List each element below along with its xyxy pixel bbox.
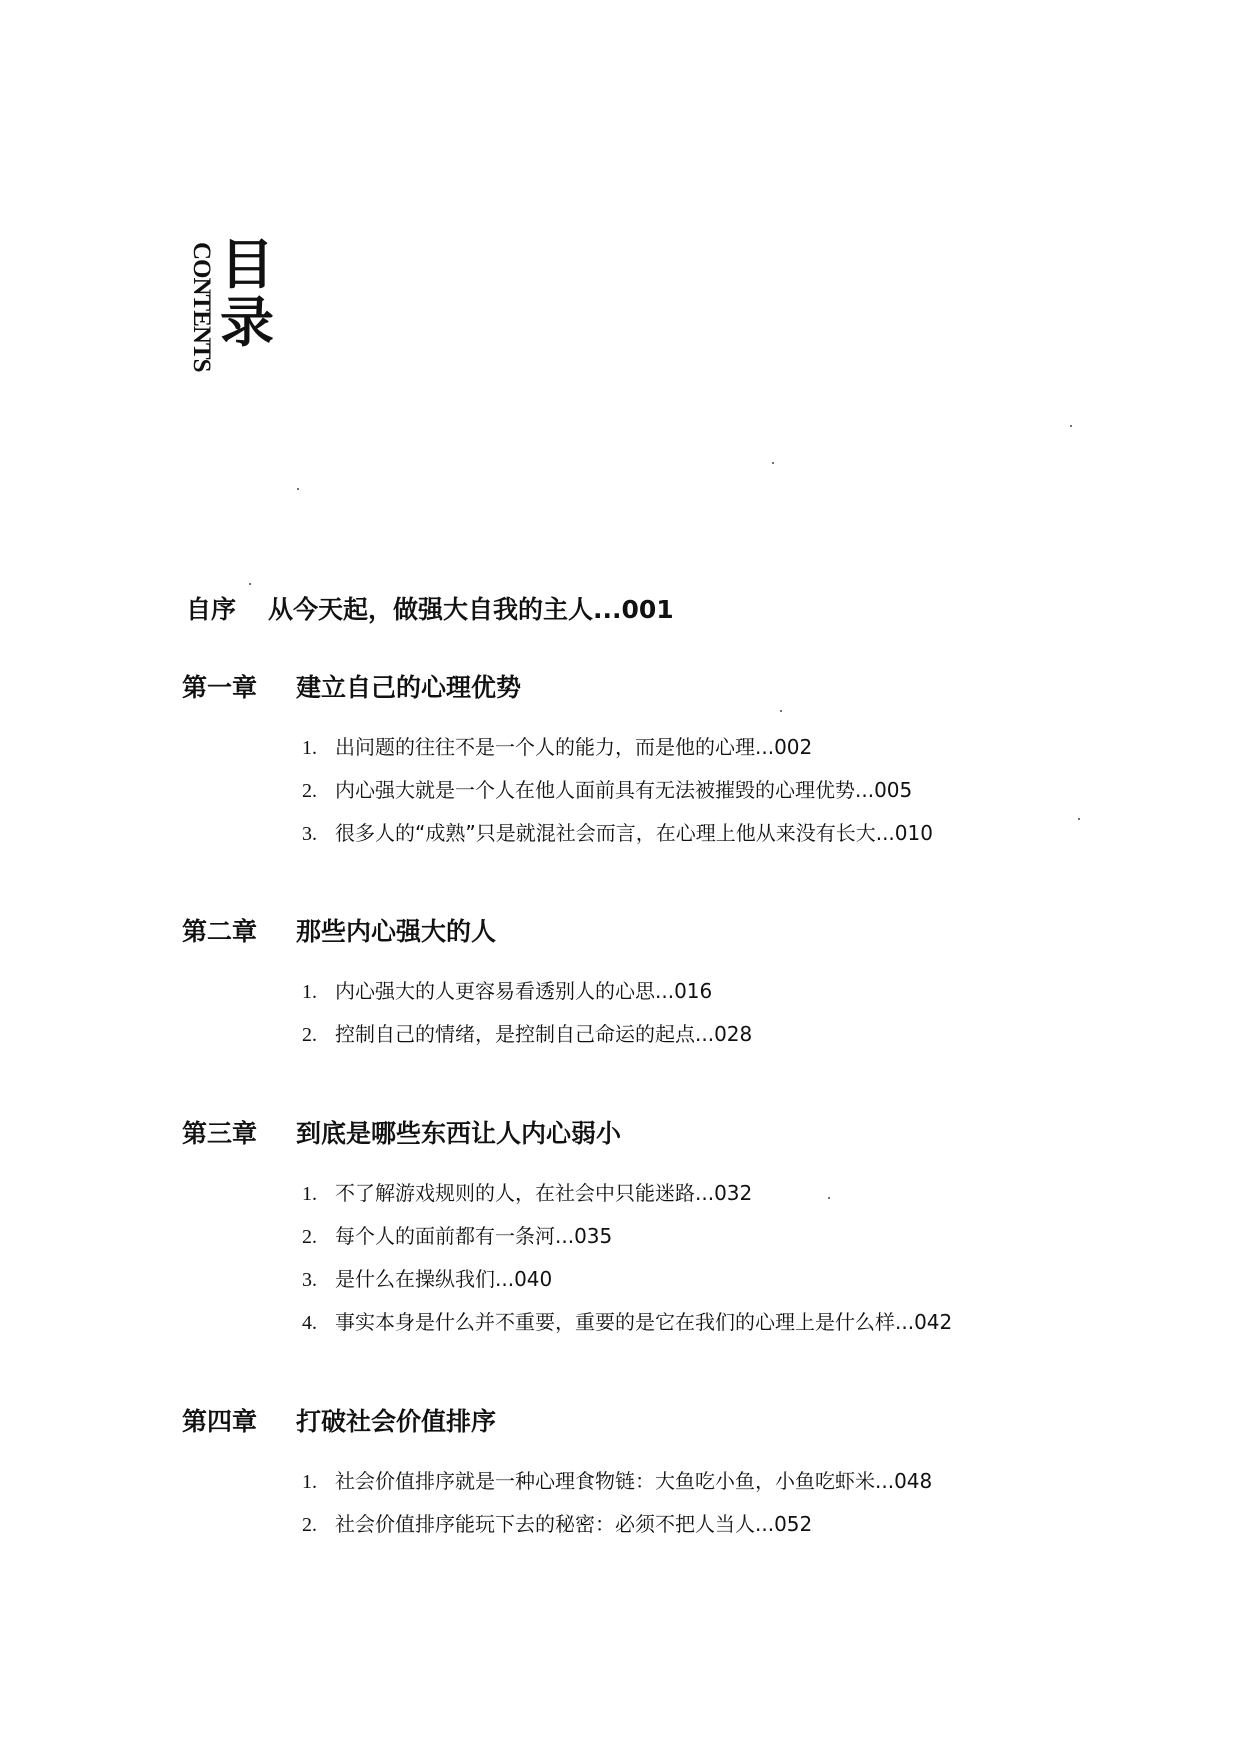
preface-entry[interactable] [186, 590, 674, 626]
chapter-heading[interactable] [182, 1402, 1182, 1438]
chapter-title: 建立自己的心理优势 [296, 673, 522, 702]
title-char-1: 目 [220, 233, 274, 296]
item-number: 1. [302, 1471, 317, 1493]
toc-item[interactable] [302, 1215, 1182, 1258]
item-text: 不了解游戏规则的人，在社会中只能迷路...032 [335, 1181, 753, 1205]
toc-item[interactable] [302, 726, 1182, 769]
scan-speck [828, 1197, 830, 1199]
chapter-4 [182, 1402, 1182, 1546]
chapter-2 [182, 912, 1182, 1056]
item-text: 内心强大就是一个人在他人面前具有无法被摧毁的心理优势...005 [335, 778, 913, 802]
item-text: 很多人的“成熟”只是就混社会而言，在心理上他从来没有长大...010 [335, 821, 933, 845]
scan-speck [249, 583, 251, 585]
preface-title: 从今天起，做强大自我的主人...001 [268, 595, 674, 624]
item-text: 是什么在操纵我们...040 [335, 1267, 553, 1291]
chapter-label: 第一章 [182, 673, 258, 702]
chapter-title: 打破社会价值排序 [296, 1407, 497, 1436]
item-number: 3. [302, 823, 317, 845]
toc-item[interactable] [302, 1172, 1182, 1215]
chapter-1 [182, 668, 1182, 855]
toc-item[interactable] [302, 1460, 1182, 1503]
item-number: 4. [302, 1312, 317, 1334]
chapter-label: 第三章 [182, 1119, 258, 1148]
item-number: 1. [302, 1183, 317, 1205]
contents-heading-english: CONTENTS [188, 242, 215, 372]
item-text: 每个人的面前都有一条河...035 [335, 1224, 613, 1248]
chapter-3 [182, 1114, 1182, 1344]
item-text: 社会价值排序就是一种心理食物链：大鱼吃小鱼，小鱼吃虾米...048 [335, 1469, 933, 1493]
preface-label: 自序 [186, 595, 237, 624]
chapter-heading[interactable] [182, 668, 1182, 704]
title-char-2: 录 [220, 291, 274, 354]
toc-item[interactable] [302, 1258, 1182, 1301]
item-number: 1. [302, 981, 317, 1003]
chapter-label: 第四章 [182, 1407, 258, 1436]
chapter-title: 到底是哪些东西让人内心弱小 [296, 1119, 622, 1148]
toc-item[interactable] [302, 769, 1182, 812]
scan-speck [772, 462, 774, 464]
chapter-items [302, 1460, 1182, 1546]
toc-item[interactable] [302, 1301, 1182, 1344]
chapter-items [302, 726, 1182, 855]
item-text: 事实本身是什么并不重要，重要的是它在我们的心理上是什么样...042 [335, 1310, 953, 1334]
scan-speck [297, 488, 299, 490]
item-text: 出问题的往往不是一个人的能力，而是他的心理...002 [335, 735, 813, 759]
item-number: 2. [302, 1024, 317, 1046]
contents-heading-chinese [220, 233, 280, 354]
item-number: 3. [302, 1269, 317, 1291]
item-number: 2. [302, 1514, 317, 1536]
toc-title-block [186, 233, 286, 372]
scan-speck [1078, 818, 1080, 820]
chapter-items [302, 970, 1182, 1056]
item-text: 控制自己的情绪，是控制自己命运的起点...028 [335, 1022, 753, 1046]
chapter-label: 第二章 [182, 917, 258, 946]
chapter-heading[interactable] [182, 912, 1182, 948]
scan-speck [1070, 425, 1072, 427]
item-number: 2. [302, 780, 317, 802]
chapter-items [302, 1172, 1182, 1344]
chapter-title: 那些内心强大的人 [296, 917, 497, 946]
toc-item[interactable] [302, 812, 1182, 855]
item-number: 1. [302, 737, 317, 759]
item-text: 内心强大的人更容易看透别人的心思...016 [335, 979, 713, 1003]
item-number: 2. [302, 1226, 317, 1248]
item-text: 社会价值排序能玩下去的秘密：必须不把人当人...052 [335, 1512, 813, 1536]
toc-item[interactable] [302, 1013, 1182, 1056]
chapter-heading[interactable] [182, 1114, 1182, 1150]
scan-speck [780, 710, 782, 712]
toc-item[interactable] [302, 1503, 1182, 1546]
toc-item[interactable] [302, 970, 1182, 1013]
